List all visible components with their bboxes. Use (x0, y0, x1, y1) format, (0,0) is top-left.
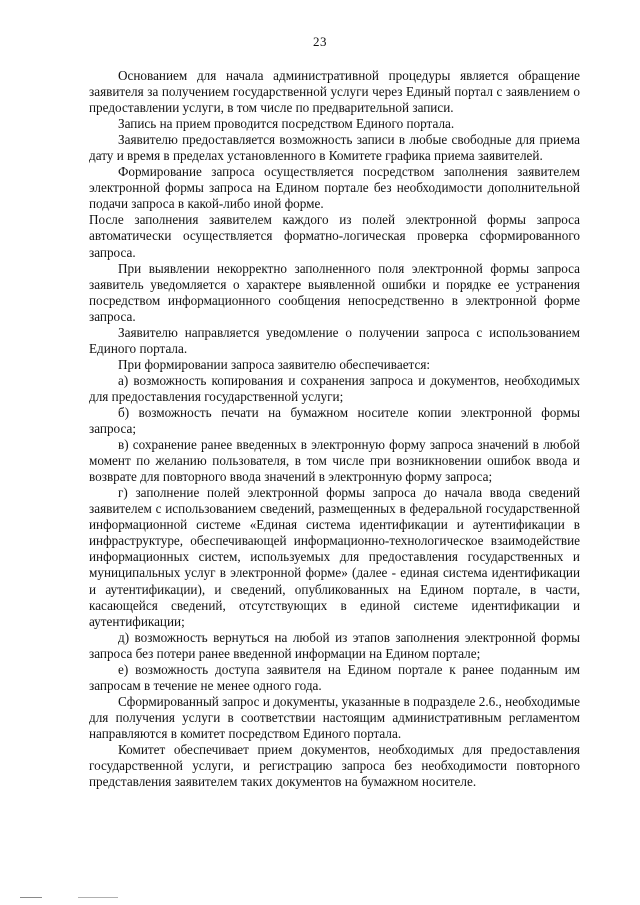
list-item-g: г) заполнение полей электронной формы запроса до начала ввода сведений заявителем с использованием сведений, размещенных в федеральной государственной информационной системе «Единая система идентификации и аутентификации в инфраструктуре, обеспечивающей информационно-технологическое взаимодействие информационных систем, используемых для предоставления государственных и муниципальных услуг в электронной форме» (далее - единая система идентификации и аутентификации), и сведений, опубликованных на Едином портале, в части, касающейся сведений, отсутствующих в единой системе идентификации и аутентификации; (89, 485, 580, 629)
scan-mark-left (20, 897, 42, 898)
list-item-v: в) сохранение ранее введенных в электронную форму запроса значений в любой момент по желанию пользователя, в том числе при возникновении ошибок ввода и возврате для повторного ввода значений в электронную форму запроса; (89, 437, 580, 485)
paragraph-format-check: После заполнения заявителем каждого из полей электронной формы запроса автоматически осуществляется форматно-логическая проверка сформированного запроса. (89, 212, 580, 260)
paragraph-submission: Сформированный запрос и документы, указанные в подразделе 2.6., необходимые для получения услуги в соответствии настоящим административным регламентом направляются в комитет посредством Единого портала. (89, 693, 580, 741)
list-item-b: б) возможность печати на бумажном носителе копии электронной формы запроса; (89, 404, 580, 437)
paragraph-error-notice: При выявлении некорректно заполненного поля электронной формы запроса заявитель уведомляется о характере выявленной ошибки и порядке ее устранения посредством информационного сообщения непосредственно в электронной форме запроса. (89, 260, 580, 324)
paragraph-request-forming: Формирование запроса осуществляется посредством заполнения заявителем электронной формы запроса на Едином портале без необходимости дополнительной подачи запроса в какой-либо иной форме. (89, 164, 580, 212)
scan-mark-center (78, 897, 118, 898)
list-item-a: а) возможность копирования и сохранения запроса и документов, необходимых для предоставления государственной услуги; (89, 372, 580, 404)
paragraph-committee: Комитет обеспечивает прием документов, необходимых для предоставления государственной услуги, и регистрацию запроса без необходимости повторного представления заявителем таких документов на бумажном носителе. (89, 741, 580, 790)
paragraph-basis: Основанием для начала административной процедуры является обращение заявителя за получением государственной услуги через Единый портал с заявлением о предоставлении услуги, в том числе по предварительной записи. (89, 68, 580, 116)
paragraph-notification: Заявителю направляется уведомление о получении запроса с использованием Единого портала. (89, 324, 580, 356)
paragraph-appointment-slots: Заявителю предоставляется возможность записи в любые свободные для приема дату и время в пределах установленного в Комитете графика приема заявителей. (89, 132, 580, 164)
document-body (89, 68, 580, 790)
list-item-d: д) возможность вернуться на любой из этапов заполнения электронной формы запроса без потери ранее введенной информации на Едином портале; (89, 629, 580, 661)
paragraph-provides: При формировании запроса заявителю обеспечивается: (118, 356, 431, 372)
paragraph-appointment: Запись на прием проводится посредством Единого портала. (118, 116, 455, 132)
list-item-e: е) возможность доступа заявителя на Едином портале к ранее поданным им запросам в течение не менее одного года. (89, 661, 580, 693)
page-number: 23 (313, 34, 327, 49)
